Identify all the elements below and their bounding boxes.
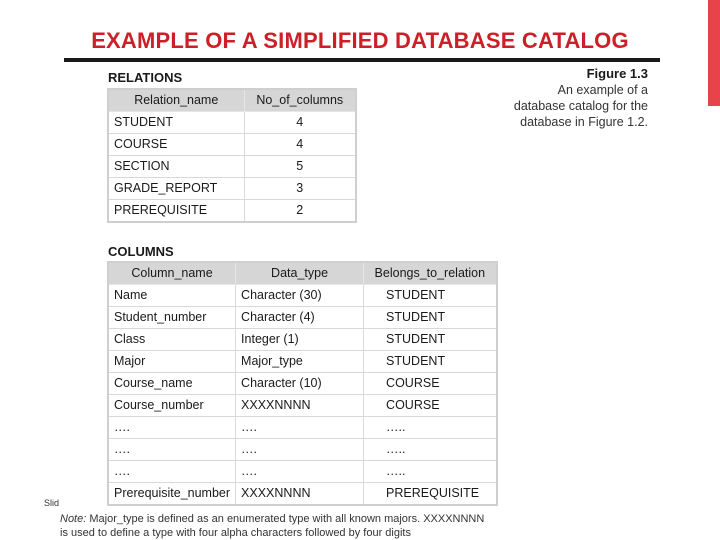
column-name-cell: Major — [108, 351, 236, 373]
data-type-cell: XXXXNNNN — [236, 483, 364, 506]
columns-label: COLUMNS — [108, 244, 174, 259]
column-name-cell: …. — [108, 461, 236, 483]
figure-caption — [514, 66, 648, 130]
table-row — [108, 285, 497, 307]
columns-header-column-name: Column_name — [108, 262, 236, 285]
footnote-line-2: is used to define a type with four alpha characters followed by four digits — [60, 527, 411, 539]
relations-header-no-of-columns: No_of_columns — [244, 89, 356, 112]
table-row — [108, 200, 356, 223]
footnote-line-1 — [60, 512, 484, 526]
column-name-cell: …. — [108, 439, 236, 461]
slide-number: Slid — [44, 498, 60, 508]
no-of-columns-cell: 3 — [244, 178, 356, 200]
table-row — [108, 417, 497, 439]
data-type-cell: Major_type — [236, 351, 364, 373]
table-row — [108, 134, 356, 156]
data-type-cell: Character (30) — [236, 285, 364, 307]
data-type-cell: Character (10) — [236, 373, 364, 395]
belongs-to-relation-cell: PREREQUISITE — [364, 483, 497, 506]
table-row — [108, 439, 497, 461]
column-name-cell: Student_number — [108, 307, 236, 329]
relation-name-cell: GRADE_REPORT — [108, 178, 244, 200]
data-type-cell: Character (4) — [236, 307, 364, 329]
footnote — [60, 512, 484, 540]
figure-number: Figure 1.3 — [586, 66, 648, 81]
relation-name-cell: SECTION — [108, 156, 244, 178]
belongs-to-relation-cell: COURSE — [364, 395, 497, 417]
relations-header-row — [108, 89, 356, 112]
slide-title: EXAMPLE OF A SIMPLIFIED DATABASE CATALOG — [91, 28, 629, 53]
figure-caption-line: database in Figure 1.2. — [520, 115, 648, 129]
belongs-to-relation-cell: ….. — [364, 417, 497, 439]
columns-header-row — [108, 262, 497, 285]
belongs-to-relation-cell: STUDENT — [364, 285, 497, 307]
data-type-cell: Integer (1) — [236, 329, 364, 351]
data-type-cell: …. — [236, 417, 364, 439]
belongs-to-relation-cell: STUDENT — [364, 307, 497, 329]
table-row — [108, 178, 356, 200]
footnote-label: Note: — [60, 513, 87, 525]
data-type-cell: …. — [236, 439, 364, 461]
data-type-cell: …. — [236, 461, 364, 483]
table-row — [108, 395, 497, 417]
no-of-columns-cell: 4 — [244, 134, 356, 156]
columns-header-data-type: Data_type — [236, 262, 364, 285]
belongs-to-relation-cell: STUDENT — [364, 329, 497, 351]
table-row — [108, 329, 497, 351]
column-name-cell: Course_name — [108, 373, 236, 395]
table-row — [108, 156, 356, 178]
relations-label: RELATIONS — [108, 70, 183, 85]
table-row — [108, 373, 497, 395]
column-name-cell: Prerequisite_number — [108, 483, 236, 506]
column-name-cell: …. — [108, 417, 236, 439]
table-row — [108, 112, 356, 134]
table-row — [108, 307, 497, 329]
no-of-columns-cell: 5 — [244, 156, 356, 178]
no-of-columns-cell: 4 — [244, 112, 356, 134]
relation-name-cell: STUDENT — [108, 112, 244, 134]
column-name-cell: Class — [108, 329, 236, 351]
column-name-cell: Name — [108, 285, 236, 307]
columns-header-belongs-to-relation: Belongs_to_relation — [364, 262, 497, 285]
table-row — [108, 483, 497, 506]
column-name-cell: Course_number — [108, 395, 236, 417]
belongs-to-relation-cell: ….. — [364, 439, 497, 461]
title-divider — [64, 58, 660, 62]
belongs-to-relation-cell: STUDENT — [364, 351, 497, 373]
table-row — [108, 351, 497, 373]
data-type-cell: XXXXNNNN — [236, 395, 364, 417]
footnote-text-1: Major_type is defined as an enumerated type with all known majors. XXXXNNNN — [89, 513, 485, 525]
relation-name-cell: COURSE — [108, 134, 244, 156]
belongs-to-relation-cell: COURSE — [364, 373, 497, 395]
table-row — [108, 461, 497, 483]
figure-caption-line: database catalog for the — [513, 99, 648, 113]
relation-name-cell: PREREQUISITE — [108, 200, 244, 223]
figure-caption-line: An example of a — [557, 83, 648, 97]
no-of-columns-cell: 2 — [244, 200, 356, 223]
belongs-to-relation-cell: ….. — [364, 461, 497, 483]
columns-table — [107, 261, 498, 506]
relations-table — [107, 88, 357, 223]
relations-header-relation-name: Relation_name — [108, 89, 244, 112]
